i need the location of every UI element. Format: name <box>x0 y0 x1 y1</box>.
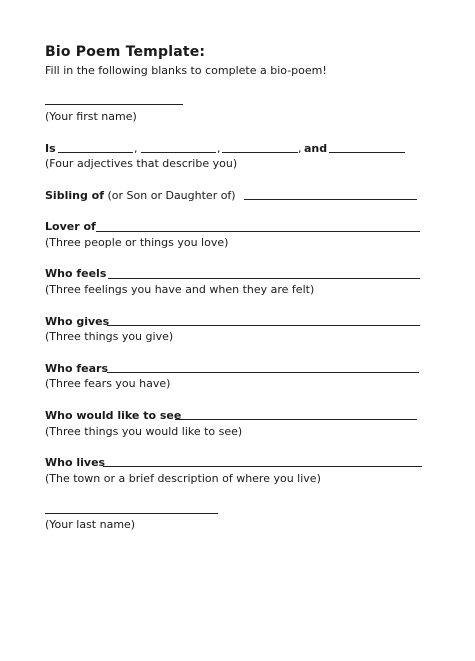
adjective-blank-1[interactable] <box>58 152 133 153</box>
like-to-see-hint: (Three things you would like to see) <box>45 425 243 438</box>
gives-label: Who gives <box>45 315 110 328</box>
feels-blank[interactable] <box>108 278 420 279</box>
fears-hint: (Three fears you have) <box>45 377 171 390</box>
adjective-blank-3[interactable] <box>222 152 298 153</box>
adjective-blank-2[interactable] <box>141 152 216 153</box>
feels-hint: (Three feelings you have and when they are felt) <box>45 283 315 296</box>
page-subtitle: Fill in the following blanks to complete a bio-poem! <box>45 64 327 77</box>
sibling-row <box>45 189 236 202</box>
last-name-hint: (Your last name) <box>45 518 136 531</box>
comma-1: , <box>134 142 138 155</box>
is-label: Is <box>45 142 56 155</box>
gives-blank[interactable] <box>107 325 420 326</box>
feels-label: Who feels <box>45 267 107 280</box>
lover-hint: (Three people or things you love) <box>45 236 229 249</box>
last-name-blank[interactable] <box>45 513 218 514</box>
and-label: and <box>304 142 328 155</box>
fears-label: Who fears <box>45 362 108 375</box>
first-name-blank[interactable] <box>45 104 183 105</box>
comma-3: , <box>298 142 302 155</box>
comma-2: , <box>217 142 221 155</box>
like-to-see-label: Who would like to see <box>45 409 182 422</box>
gives-hint: (Three things you give) <box>45 330 174 343</box>
lives-blank[interactable] <box>103 466 422 467</box>
lover-blank[interactable] <box>96 231 420 232</box>
adjectives-hint: (Four adjectives that describe you) <box>45 157 238 170</box>
page-title: Bio Poem Template: <box>45 44 206 60</box>
lives-hint: (The town or a brief description of where you live) <box>45 472 321 485</box>
sibling-blank[interactable] <box>244 199 417 200</box>
lives-label: Who lives <box>45 456 106 469</box>
fears-blank[interactable] <box>107 372 419 373</box>
first-name-hint: (Your first name) <box>45 110 137 123</box>
lover-label: Lover of <box>45 220 96 233</box>
sibling-label: Sibling of <box>45 189 104 202</box>
like-to-see-blank[interactable] <box>175 419 417 420</box>
adjective-blank-4[interactable] <box>329 152 405 153</box>
sibling-extra: (or Son or Daughter of) <box>107 189 236 202</box>
